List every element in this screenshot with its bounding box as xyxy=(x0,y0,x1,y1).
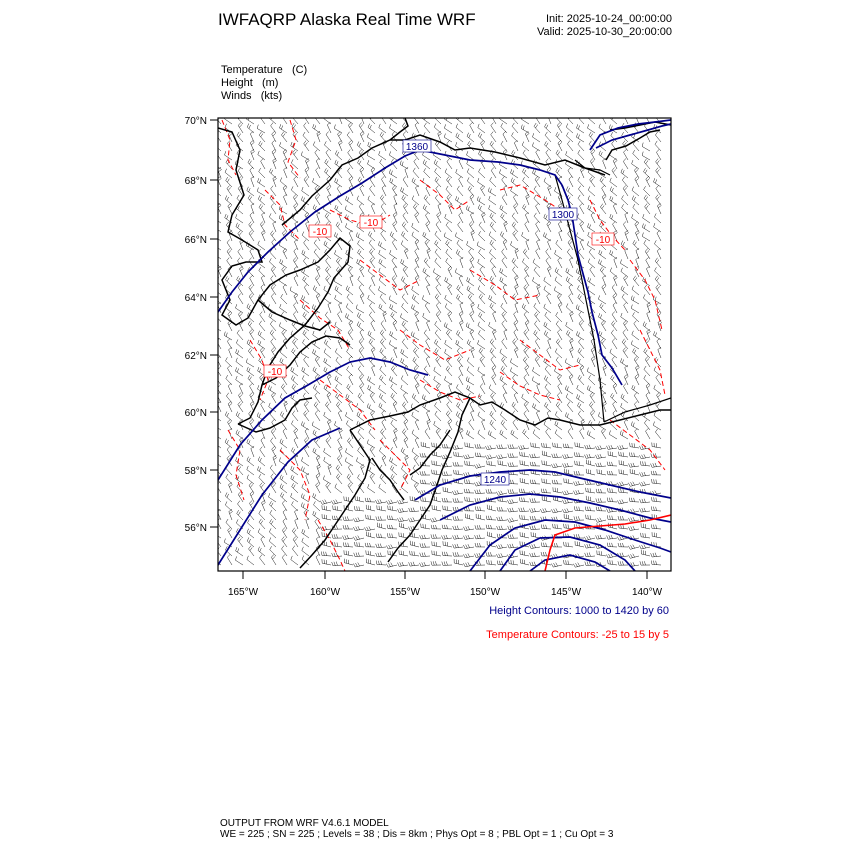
wind-barb-flag xyxy=(215,504,216,508)
field-unit: (kts) xyxy=(260,90,283,102)
wind-barb-flag xyxy=(215,258,217,261)
wind-barb-flag xyxy=(214,502,215,506)
wind-barb-flag xyxy=(548,113,551,115)
wind-barb-flag xyxy=(213,421,214,425)
wind-barb-flag xyxy=(213,458,214,462)
wind-barb-flag xyxy=(216,440,217,444)
wind-barb-flag xyxy=(292,114,294,117)
wind-barb-flag xyxy=(624,113,627,116)
wind-barb-flag xyxy=(602,113,605,116)
wind-barb-flag xyxy=(214,223,216,227)
field-unit: (m) xyxy=(261,77,279,89)
wind-barb-flag xyxy=(435,114,437,118)
wind-barb-flag xyxy=(213,323,214,327)
wind-barb-flag xyxy=(578,114,580,117)
wind-barb-flag xyxy=(215,465,217,468)
wind-barb-flag xyxy=(215,459,216,463)
field-name: Height xyxy=(221,77,253,89)
wind-barb-flag xyxy=(214,187,216,191)
wind-barb-flag xyxy=(214,331,216,335)
wind-barb-flag xyxy=(237,114,239,117)
wind-barb-flag xyxy=(556,114,558,117)
wind-barb-flag xyxy=(214,250,215,254)
wind-barb-flag xyxy=(381,114,384,117)
wind-barb-flag xyxy=(480,114,483,117)
wind-barb-flag xyxy=(213,197,214,201)
wind-barb-flag xyxy=(215,423,216,427)
wind-barb-flag xyxy=(260,114,263,117)
wind-barb-flag xyxy=(413,114,415,117)
field-unit: (C) xyxy=(291,64,308,76)
wind-barb-flag xyxy=(215,141,217,145)
wind-barb-flag xyxy=(213,241,214,245)
wind-barb-flag xyxy=(215,324,216,328)
wind-barb-flag xyxy=(214,430,215,434)
wind-barb-flag xyxy=(315,114,317,117)
wind-barb-flag xyxy=(215,243,216,247)
wind-barb-flag xyxy=(656,114,658,117)
wind-barb-flag xyxy=(282,114,285,117)
wind-barb-flag xyxy=(636,113,639,115)
wind-barb-flag xyxy=(213,448,214,452)
wind-barb-flag xyxy=(213,161,214,165)
wind-barb-flag xyxy=(304,114,307,117)
valid-time: Valid: 2025-10-30_20:00:00 xyxy=(537,26,672,38)
wind-barb-flag xyxy=(214,232,215,236)
init-time: Init: 2025-10-24_00:00:00 xyxy=(546,13,672,25)
wind-barb-flag xyxy=(646,113,649,116)
wind-barb-flag xyxy=(213,214,214,218)
wind-barb-flag xyxy=(402,114,404,117)
wind-barb-flag xyxy=(215,114,217,117)
wind-barb-flag xyxy=(339,113,342,116)
wind-barb-flag xyxy=(535,114,538,117)
wind-barb-flag xyxy=(214,123,216,127)
wind-barb-flag xyxy=(214,439,215,443)
wind-barb-flag xyxy=(468,114,470,117)
wind-barb-flag xyxy=(215,276,217,279)
wind-barb-flag xyxy=(567,114,569,117)
wind-barb-flag xyxy=(492,113,495,116)
wind-barb-flag xyxy=(512,114,514,117)
wind-barb-flag xyxy=(214,285,216,289)
wind-barb-flag xyxy=(215,492,217,496)
wind-barb-flag xyxy=(361,113,364,115)
field-name: Winds xyxy=(221,90,252,102)
chart-title: IWFAQRP Alaska Real Time WRF xyxy=(218,10,476,29)
field-name: Temperature xyxy=(221,64,283,76)
wind-barb-flag xyxy=(216,224,218,228)
wind-barb-flag xyxy=(369,114,371,117)
